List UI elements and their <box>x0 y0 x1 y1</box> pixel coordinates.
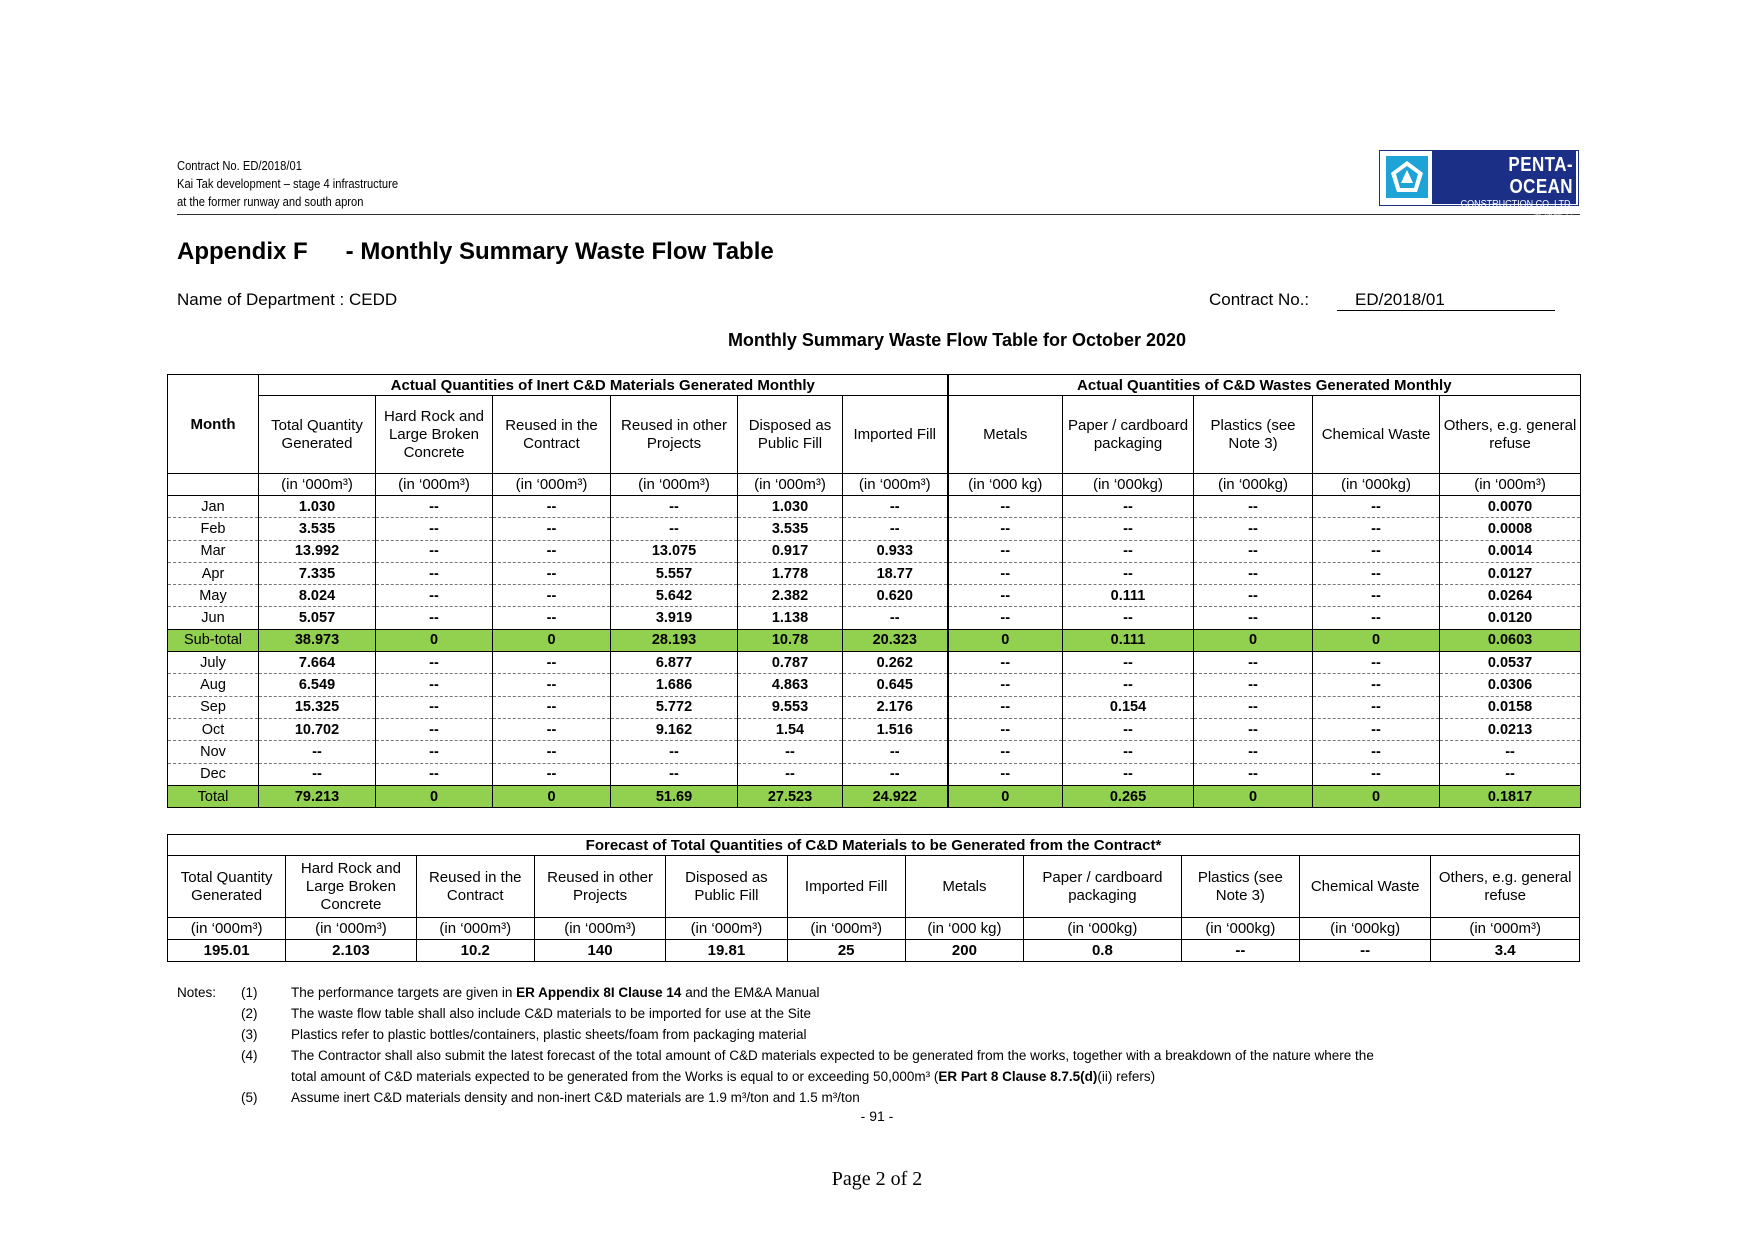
note-text-part: ER Appendix 8I Clause 14 <box>516 985 682 1000</box>
logo-name: PENTA-OCEAN <box>1508 154 1573 198</box>
column-header: Chemical Waste <box>1313 396 1440 474</box>
value-cell: 1.138 <box>738 607 843 629</box>
note-text <box>291 1087 860 1108</box>
value-cell: 5.057 <box>259 607 376 629</box>
forecast-unit-cell: (in ‘000m³) <box>168 918 286 940</box>
value-cell: -- <box>1194 562 1313 584</box>
value-cell: 3.535 <box>259 518 376 540</box>
value-cell: -- <box>948 674 1063 696</box>
month-cell: Apr <box>168 562 259 584</box>
value-cell: 8.024 <box>259 585 376 607</box>
value-cell: 13.992 <box>259 540 376 562</box>
column-header: Imported Fill <box>843 396 948 474</box>
value-cell: 5.557 <box>611 562 738 584</box>
value-cell: 0.917 <box>738 540 843 562</box>
value-cell: -- <box>948 562 1063 584</box>
note-text <box>291 1066 1155 1087</box>
forecast-value-cell: 3.4 <box>1431 940 1580 962</box>
forecast-column-header: Reused in other Projects <box>534 856 665 918</box>
value-cell: -- <box>1063 607 1194 629</box>
unit-cell: (in ‘000kg) <box>1313 474 1440 496</box>
value-cell: 3.535 <box>738 518 843 540</box>
note-text-part: total amount of C&D materials expected to be generated from the Works is equal to or exceeding 50,000m³ ( <box>291 1069 939 1084</box>
unit-cell: (in ‘000m³) <box>738 474 843 496</box>
value-cell: -- <box>376 562 493 584</box>
value-cell: 2.176 <box>843 696 948 718</box>
value-cell: -- <box>1063 763 1194 785</box>
appendix-label: Appendix F <box>177 238 308 265</box>
forecast-title: Forecast of Total Quantities of C&D Materials to be Generated from the Contract* <box>168 835 1580 856</box>
inert-group-header: Actual Quantities of Inert C&D Materials Generated Monthly <box>259 375 948 396</box>
value-cell: -- <box>1313 741 1440 763</box>
forecast-unit-cell: (in ‘000 kg) <box>905 918 1023 940</box>
value-cell: -- <box>376 696 493 718</box>
forecast-unit-cell: (in ‘000m³) <box>666 918 787 940</box>
table-row <box>168 718 1581 740</box>
value-cell: -- <box>376 540 493 562</box>
table-row <box>168 607 1581 629</box>
table-row <box>168 585 1581 607</box>
unit-cell: (in ‘000m³) <box>611 474 738 496</box>
note-text <box>291 982 820 1003</box>
column-header: Reused in the Contract <box>493 396 611 474</box>
notes-label: Notes: <box>177 985 217 1000</box>
value-cell: 3.919 <box>611 607 738 629</box>
forecast-column-header: Metals <box>905 856 1023 918</box>
month-cell: Mar <box>168 540 259 562</box>
month-cell: Nov <box>168 741 259 763</box>
value-cell: -- <box>376 763 493 785</box>
value-cell: -- <box>493 585 611 607</box>
forecast-unit-cell: (in ‘000m³) <box>1431 918 1580 940</box>
table-row <box>168 741 1581 763</box>
column-header: Paper / cardboard packaging <box>1063 396 1194 474</box>
value-cell: 27.523 <box>738 785 843 807</box>
value-cell: -- <box>948 763 1063 785</box>
value-cell: 0.111 <box>1063 585 1194 607</box>
forecast-value-cell: 2.103 <box>286 940 416 962</box>
value-cell: -- <box>843 763 948 785</box>
note-text <box>291 1003 811 1024</box>
table-row <box>168 696 1581 718</box>
table-row <box>168 562 1581 584</box>
value-cell: 15.325 <box>259 696 376 718</box>
note-text-part: The Contractor shall also submit the latest forecast of the total amount of C&D materials expected to be generated from the works, together with a breakdown of the nature where the <box>291 1048 1374 1063</box>
month-cell: July <box>168 652 259 674</box>
forecast-unit-cell: (in ‘000kg) <box>1181 918 1299 940</box>
value-cell: 79.213 <box>259 785 376 807</box>
column-header: Disposed as Public Fill <box>738 396 843 474</box>
value-cell: 7.664 <box>259 652 376 674</box>
header-line: Contract No. ED/2018/01 <box>177 158 302 173</box>
value-cell: 0 <box>493 785 611 807</box>
note-text-part: Assume inert C&D materials density and non-inert C&D materials are 1.9 m³/ton and 1.5 m³/ton <box>291 1090 860 1105</box>
month-header: Month <box>168 375 259 474</box>
monthly-summary-table <box>167 374 1581 808</box>
forecast-value-cell: 195.01 <box>168 940 286 962</box>
value-cell: 0.0127 <box>1440 562 1581 584</box>
value-cell: -- <box>1194 518 1313 540</box>
value-cell: -- <box>611 763 738 785</box>
value-cell: -- <box>611 496 738 518</box>
month-cell: Sep <box>168 696 259 718</box>
value-cell: 0.0120 <box>1440 607 1581 629</box>
value-cell: -- <box>493 718 611 740</box>
value-cell: 20.323 <box>843 629 948 651</box>
note-number: (3) <box>241 1027 258 1042</box>
value-cell: -- <box>1194 763 1313 785</box>
penta-ocean-logo <box>1379 150 1579 222</box>
value-cell: 0 <box>948 629 1063 651</box>
value-cell: 4.863 <box>738 674 843 696</box>
value-cell: -- <box>1194 496 1313 518</box>
value-cell: -- <box>493 696 611 718</box>
forecast-value-cell: 25 <box>787 940 905 962</box>
forecast-unit-cell: (in ‘000m³) <box>534 918 665 940</box>
table-row <box>168 540 1581 562</box>
forecast-value-cell: 19.81 <box>666 940 787 962</box>
value-cell: -- <box>1440 763 1581 785</box>
table-row <box>168 518 1581 540</box>
value-cell: -- <box>1313 696 1440 718</box>
column-header: Metals <box>948 396 1063 474</box>
forecast-unit-cell: (in ‘000m³) <box>787 918 905 940</box>
note-text-part: (ii) refers) <box>1097 1069 1156 1084</box>
value-cell: 6.877 <box>611 652 738 674</box>
page-title <box>177 238 774 266</box>
value-cell: 18.77 <box>843 562 948 584</box>
note-text-part: Plastics refer to plastic bottles/containers, plastic sheets/foam from packaging material <box>291 1027 807 1042</box>
table-row <box>168 496 1581 518</box>
value-cell: 1.030 <box>738 496 843 518</box>
contract-label: Contract No.: <box>1209 290 1310 309</box>
value-cell: 13.075 <box>611 540 738 562</box>
value-cell: -- <box>843 518 948 540</box>
value-cell: -- <box>493 562 611 584</box>
value-cell: 0.1817 <box>1440 785 1581 807</box>
value-cell: 0.0008 <box>1440 518 1581 540</box>
value-cell: -- <box>738 763 843 785</box>
value-cell: -- <box>1313 562 1440 584</box>
value-cell: 0.0264 <box>1440 585 1581 607</box>
value-cell: -- <box>1063 718 1194 740</box>
value-cell: -- <box>376 674 493 696</box>
forecast-value-cell: -- <box>1299 940 1430 962</box>
note-number: (4) <box>241 1048 258 1063</box>
value-cell: -- <box>376 518 493 540</box>
month-cell: Jan <box>168 496 259 518</box>
value-cell: -- <box>1194 674 1313 696</box>
value-cell: -- <box>948 518 1063 540</box>
forecast-unit-cell: (in ‘000kg) <box>1299 918 1430 940</box>
pentagon-emblem-icon <box>1386 156 1428 198</box>
value-cell: -- <box>1194 718 1313 740</box>
value-cell: -- <box>1313 763 1440 785</box>
column-header: Others, e.g. general refuse <box>1440 396 1581 474</box>
value-cell: 0 <box>376 785 493 807</box>
header-divider <box>177 214 1580 215</box>
value-cell: 1.778 <box>738 562 843 584</box>
value-cell: 0.265 <box>1063 785 1194 807</box>
forecast-column-header: Others, e.g. general refuse <box>1431 856 1580 918</box>
value-cell: -- <box>1194 696 1313 718</box>
note-number: (5) <box>241 1090 258 1105</box>
value-cell: 1.030 <box>259 496 376 518</box>
value-cell: -- <box>1194 652 1313 674</box>
column-header: Plastics (see Note 3) <box>1194 396 1313 474</box>
contract-value: ED/2018/01 <box>1337 290 1555 311</box>
value-cell: 0 <box>1194 785 1313 807</box>
value-cell: -- <box>948 607 1063 629</box>
value-cell: 0.787 <box>738 652 843 674</box>
value-cell: -- <box>738 741 843 763</box>
value-cell: 24.922 <box>843 785 948 807</box>
value-cell: 0.645 <box>843 674 948 696</box>
value-cell: -- <box>948 741 1063 763</box>
value-cell: -- <box>493 607 611 629</box>
note-text-part: and the EM&A Manual <box>681 985 820 1000</box>
value-cell: 0 <box>1313 785 1440 807</box>
value-cell: 0.111 <box>1063 629 1194 651</box>
forecast-unit-cell: (in ‘000m³) <box>416 918 534 940</box>
value-cell: -- <box>493 741 611 763</box>
unit-cell: (in ‘000kg) <box>1194 474 1313 496</box>
month-cell: Oct <box>168 718 259 740</box>
value-cell: -- <box>259 763 376 785</box>
value-cell: -- <box>1063 562 1194 584</box>
column-header: Hard Rock and Large Broken Concrete <box>376 396 493 474</box>
value-cell: 0.154 <box>1063 696 1194 718</box>
header-line: Kai Tak development – stage 4 infrastructure <box>177 176 399 191</box>
month-cell: Dec <box>168 763 259 785</box>
forecast-value-cell: -- <box>1181 940 1299 962</box>
month-unit-cell <box>168 474 259 496</box>
month-cell: Feb <box>168 518 259 540</box>
column-header: Total Quantity Generated <box>259 396 376 474</box>
month-cell: Jun <box>168 607 259 629</box>
value-cell: -- <box>843 607 948 629</box>
value-cell: -- <box>1063 741 1194 763</box>
value-cell: -- <box>1194 585 1313 607</box>
table-row <box>168 629 1581 651</box>
month-cell: Sub-total <box>168 629 259 651</box>
forecast-column-header: Disposed as Public Fill <box>666 856 787 918</box>
value-cell: 0.0306 <box>1440 674 1581 696</box>
note-text <box>291 1024 806 1045</box>
month-cell: Aug <box>168 674 259 696</box>
value-cell: 5.772 <box>611 696 738 718</box>
logo-sub: CONSTRUCTION CO.,LTD. <box>1460 199 1573 210</box>
value-cell: -- <box>259 741 376 763</box>
table-row <box>168 763 1581 785</box>
forecast-column-header: Hard Rock and Large Broken Concrete <box>286 856 416 918</box>
value-cell: -- <box>376 652 493 674</box>
forecast-column-header: Reused in the Contract <box>416 856 534 918</box>
header-line: at the former runway and south apron <box>177 194 364 209</box>
value-cell: -- <box>1063 540 1194 562</box>
unit-cell: (in ‘000m³) <box>376 474 493 496</box>
value-cell: 7.335 <box>259 562 376 584</box>
value-cell: 6.549 <box>259 674 376 696</box>
value-cell: -- <box>493 763 611 785</box>
value-cell: -- <box>1440 741 1581 763</box>
value-cell: -- <box>1194 741 1313 763</box>
title-text: - Monthly Summary Waste Flow Table <box>345 238 774 265</box>
value-cell: -- <box>493 496 611 518</box>
forecast-column-header: Total Quantity Generated <box>168 856 286 918</box>
value-cell: -- <box>1313 652 1440 674</box>
value-cell: -- <box>611 741 738 763</box>
waste-group-header: Actual Quantities of C&D Wastes Generated Monthly <box>948 375 1581 396</box>
forecast-value-cell: 10.2 <box>416 940 534 962</box>
value-cell: -- <box>376 607 493 629</box>
table-row <box>168 785 1581 807</box>
table-title <box>0 330 1754 351</box>
value-cell: -- <box>1063 496 1194 518</box>
unit-cell: (in ‘000m³) <box>259 474 376 496</box>
value-cell: -- <box>1194 540 1313 562</box>
value-cell: 0.0213 <box>1440 718 1581 740</box>
value-cell: -- <box>948 585 1063 607</box>
forecast-value-cell: 0.8 <box>1024 940 1182 962</box>
value-cell: 10.78 <box>738 629 843 651</box>
page-number: - 91 - <box>860 1108 894 1124</box>
value-cell: 38.973 <box>259 629 376 651</box>
value-cell: -- <box>493 518 611 540</box>
forecast-value-cell: 200 <box>905 940 1023 962</box>
value-cell: 28.193 <box>611 629 738 651</box>
unit-cell: (in ‘000m³) <box>493 474 611 496</box>
value-cell: 0.620 <box>843 585 948 607</box>
department-name: Name of Department : CEDD <box>177 290 398 309</box>
table-row <box>168 652 1581 674</box>
value-cell: 0.262 <box>843 652 948 674</box>
forecast-value-cell: 140 <box>534 940 665 962</box>
unit-cell: (in ‘000 kg) <box>948 474 1063 496</box>
value-cell: -- <box>376 496 493 518</box>
value-cell: 0.0603 <box>1440 629 1581 651</box>
forecast-column-header: Imported Fill <box>787 856 905 918</box>
value-cell: 9.162 <box>611 718 738 740</box>
forecast-column-header: Paper / cardboard packaging <box>1024 856 1182 918</box>
forecast-column-header: Chemical Waste <box>1299 856 1430 918</box>
value-cell: -- <box>948 718 1063 740</box>
value-cell: -- <box>376 718 493 740</box>
value-cell: 5.642 <box>611 585 738 607</box>
value-cell: 0.0014 <box>1440 540 1581 562</box>
month-cell: May <box>168 585 259 607</box>
note-text-part: ER Part 8 Clause 8.7.5(d) <box>938 1069 1098 1084</box>
value-cell: 0.0158 <box>1440 696 1581 718</box>
value-cell: -- <box>1313 674 1440 696</box>
logo-cn: 五洋建設 <box>1533 211 1573 222</box>
value-cell: -- <box>1313 496 1440 518</box>
value-cell: 0 <box>948 785 1063 807</box>
value-cell: 0.933 <box>843 540 948 562</box>
value-cell: -- <box>843 741 948 763</box>
value-cell: 1.516 <box>843 718 948 740</box>
note-text-part: The waste flow table shall also include C&D materials to be imported for use at the Site <box>291 1006 812 1021</box>
value-cell: 51.69 <box>611 785 738 807</box>
value-cell: -- <box>948 496 1063 518</box>
forecast-unit-cell: (in ‘000m³) <box>286 918 416 940</box>
value-cell: 2.382 <box>738 585 843 607</box>
value-cell: -- <box>1063 518 1194 540</box>
forecast-table <box>167 834 1580 962</box>
header-contract-lines <box>177 157 398 211</box>
table-row <box>168 674 1581 696</box>
value-cell: 0.0537 <box>1440 652 1581 674</box>
note-text <box>291 1045 1374 1066</box>
value-cell: -- <box>1194 607 1313 629</box>
table-title-text: Monthly Summary Waste Flow Table for October 2020 <box>727 330 1187 350</box>
value-cell: -- <box>1313 518 1440 540</box>
forecast-column-header: Plastics (see Note 3) <box>1181 856 1299 918</box>
value-cell: 0 <box>376 629 493 651</box>
column-header: Reused in other Projects <box>611 396 738 474</box>
value-cell: -- <box>1313 607 1440 629</box>
value-cell: 0 <box>1194 629 1313 651</box>
value-cell: -- <box>1063 674 1194 696</box>
value-cell: -- <box>1313 585 1440 607</box>
value-cell: -- <box>948 652 1063 674</box>
value-cell: -- <box>1313 540 1440 562</box>
value-cell: -- <box>948 696 1063 718</box>
note-number: (2) <box>241 1006 258 1021</box>
value-cell: -- <box>493 540 611 562</box>
unit-cell: (in ‘000m³) <box>1440 474 1581 496</box>
value-cell: -- <box>376 741 493 763</box>
value-cell: 1.686 <box>611 674 738 696</box>
value-cell: 0 <box>493 629 611 651</box>
forecast-unit-cell: (in ‘000kg) <box>1024 918 1182 940</box>
value-cell: -- <box>1313 718 1440 740</box>
value-cell: 1.54 <box>738 718 843 740</box>
value-cell: -- <box>843 496 948 518</box>
note-text-part: The performance targets are given in <box>291 985 517 1000</box>
page-of-count: Page 2 of 2 <box>831 1168 923 1190</box>
value-cell: 9.553 <box>738 696 843 718</box>
value-cell: 10.702 <box>259 718 376 740</box>
value-cell: 0 <box>1313 629 1440 651</box>
month-cell: Total <box>168 785 259 807</box>
value-cell: -- <box>493 652 611 674</box>
note-number: (1) <box>241 985 258 1000</box>
value-cell: -- <box>948 540 1063 562</box>
value-cell: -- <box>1063 652 1194 674</box>
value-cell: -- <box>611 518 738 540</box>
value-cell: -- <box>376 585 493 607</box>
value-cell: 0.0070 <box>1440 496 1581 518</box>
unit-cell: (in ‘000kg) <box>1063 474 1194 496</box>
unit-cell: (in ‘000m³) <box>843 474 948 496</box>
value-cell: -- <box>493 674 611 696</box>
